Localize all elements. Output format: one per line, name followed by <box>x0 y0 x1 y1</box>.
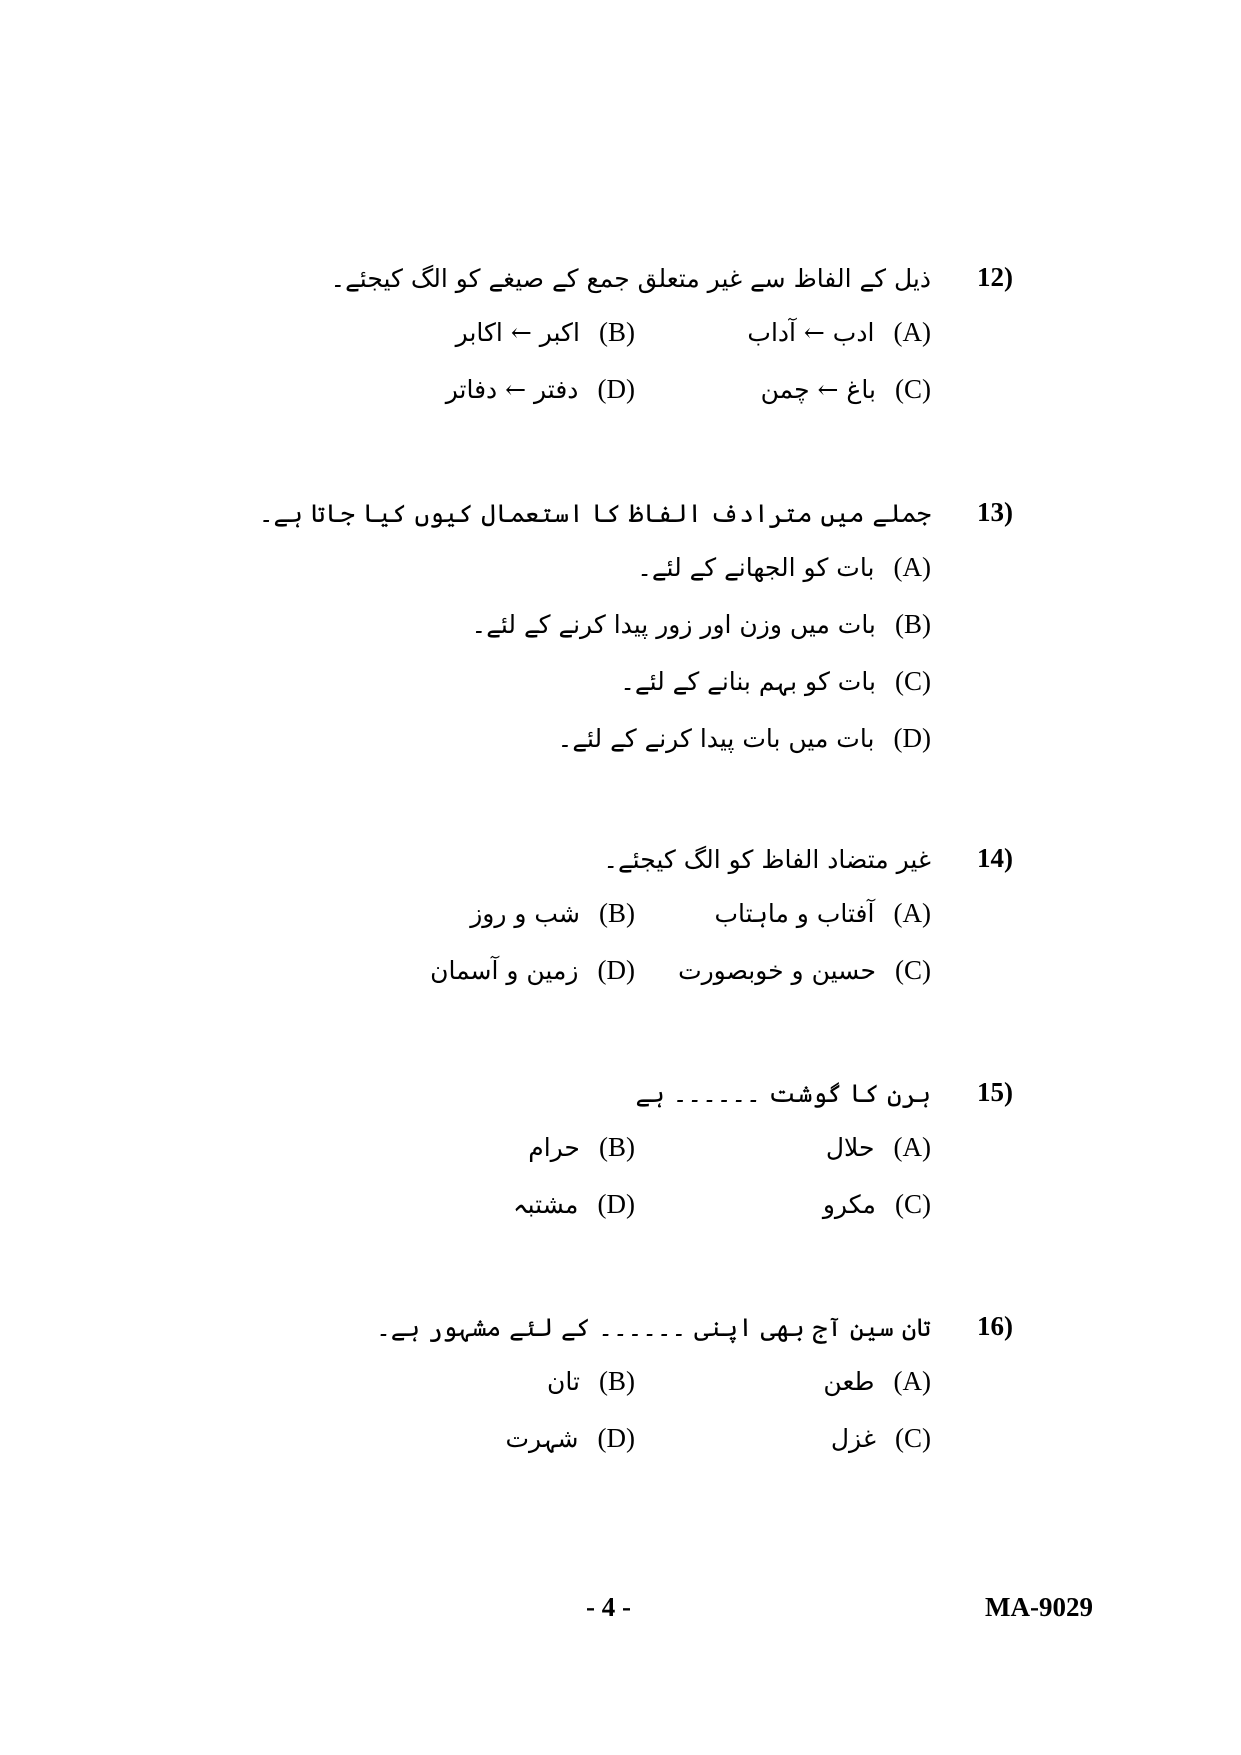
option-text: دفتر ← دفاتر <box>445 375 579 404</box>
option-label: (D) <box>597 955 635 985</box>
option-text: بات میں بات پیدا کرنے کے لئے۔ <box>557 724 875 753</box>
option-text: تان <box>546 1367 580 1396</box>
option-text: حسین و خوبصورت <box>678 956 876 985</box>
option-label: (D) <box>893 723 931 753</box>
option-text: اکبر ← اکابر <box>455 318 580 347</box>
option-d <box>505 1423 635 1454</box>
option-label: (B) <box>599 898 635 928</box>
question-number: 16) <box>977 1311 1013 1341</box>
question-number: 14) <box>977 843 1013 873</box>
option-d <box>446 374 635 405</box>
option-label: (C) <box>895 374 931 404</box>
option-text: آفتاب و ماہتاب <box>714 899 875 928</box>
option-text: شب و روز <box>470 899 580 928</box>
option-text: بات کو الجھانے کے لئے۔ <box>637 553 875 582</box>
option-text: باغ ← چمن <box>760 375 876 404</box>
option-label: (C) <box>895 1423 931 1453</box>
option-label: (B) <box>599 317 635 347</box>
option-label: (A) <box>893 898 931 928</box>
option-label: (A) <box>893 552 931 582</box>
option-label: (B) <box>599 1366 635 1396</box>
option-b <box>470 898 635 929</box>
option-d <box>513 1189 635 1220</box>
option-label: (C) <box>895 666 931 696</box>
option-d <box>430 955 635 986</box>
option-text: طعن <box>823 1367 875 1396</box>
option-c <box>620 666 931 697</box>
option-text: مشتبہ <box>512 1190 579 1219</box>
option-a <box>747 317 931 348</box>
option-label: (B) <box>895 609 931 639</box>
question-number: 12) <box>977 262 1013 292</box>
question-stem: جملے میں مترادف الفاظ کا استعمال کیوں کیا جاتا ہے۔ <box>258 499 931 528</box>
option-label: (D) <box>597 1189 635 1219</box>
option-label: (A) <box>893 1366 931 1396</box>
option-text: بات کو بہم بنانے کے لئے۔ <box>620 667 876 696</box>
option-a <box>823 1366 931 1397</box>
question-stem: ہرن کا گوشت ۔۔۔۔۔۔ ہے <box>635 1079 931 1108</box>
option-label: (D) <box>597 374 635 404</box>
question-number: 15) <box>977 1077 1013 1107</box>
option-b <box>456 317 635 348</box>
question-stem: غیر متضاد الفاظ کو الگ کیجئے۔ <box>603 845 931 874</box>
page-number: - 4 - <box>586 1592 631 1622</box>
option-a <box>826 1132 931 1163</box>
option-text: حرام <box>528 1133 580 1162</box>
option-b <box>528 1132 635 1163</box>
option-b <box>547 1366 635 1397</box>
option-a <box>715 898 932 929</box>
option-text: غزل <box>830 1424 876 1453</box>
option-b <box>472 609 931 640</box>
question-number: 13) <box>977 497 1013 527</box>
option-c <box>831 1423 931 1454</box>
option-text: شہرت <box>505 1424 579 1453</box>
option-label: (C) <box>895 1189 931 1219</box>
option-label: (D) <box>597 1423 635 1453</box>
option-text: مکرو <box>822 1190 876 1219</box>
option-d <box>558 723 931 754</box>
option-text: ادب ← آداب <box>747 318 875 347</box>
option-label: (C) <box>895 955 931 985</box>
option-c <box>823 1189 931 1220</box>
option-text: بات میں وزن اور زور پیدا کرنے کے لئے۔ <box>471 610 876 639</box>
option-c <box>761 374 931 405</box>
option-label: (B) <box>599 1132 635 1162</box>
question-stem: ذیل کے الفاظ سے غیر متعلق جمع کے صیغے کو الگ کیجئے۔ <box>330 264 931 293</box>
question-stem: تان سین آج بھی اپنی ۔۔۔۔۔۔ کے لئے مشہور ہے۔ <box>376 1313 931 1342</box>
option-c <box>678 955 931 986</box>
option-text: حلال <box>825 1133 875 1162</box>
paper-code: MA-9029 <box>985 1592 1093 1622</box>
option-text: زمین و آسمان <box>430 956 579 985</box>
option-label: (A) <box>893 1132 931 1162</box>
option-label: (A) <box>893 317 931 347</box>
option-a <box>637 552 931 583</box>
